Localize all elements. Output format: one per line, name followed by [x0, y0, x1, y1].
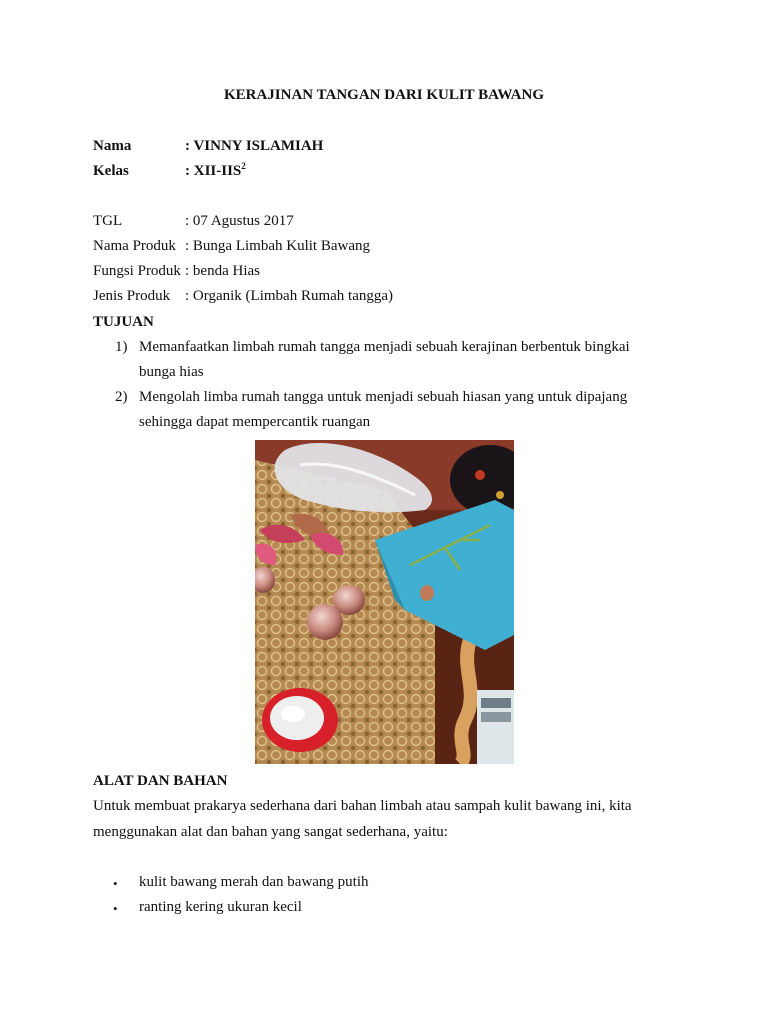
class-value [185, 163, 246, 180]
material-list-item: ranting kering ukuran kecil [139, 899, 302, 915]
name-label: Nama [93, 138, 132, 154]
product-type-label: Jenis Produk [93, 288, 171, 304]
product-type-value: : Organik (Limbah Rumah tangga) [185, 288, 394, 304]
bullet-dot: • [113, 876, 118, 891]
product-name-value: : Bunga Limbah Kulit Bawang [185, 238, 370, 254]
product-function-label: Fungsi Produk [93, 263, 181, 279]
alat-bahan-intro: Untuk membuat prakarya sederhana dari bahan limbah atau sampah kulit bawang ini, kita [93, 798, 632, 814]
alat-bahan-heading: ALAT DAN BAHAN [93, 773, 228, 789]
date-label: TGL [93, 213, 123, 229]
date-value: : 07 Agustus 2017 [185, 213, 294, 229]
name-value: : VINNY ISLAMIAH [185, 138, 324, 154]
tujuan-item-text-cont: bunga hias [139, 364, 204, 380]
bullet-dot: • [113, 901, 118, 916]
product-name-label: Nama Produk [93, 238, 176, 254]
tujuan-item-text-cont: sehingga dapat mempercantik ruangan [139, 414, 371, 430]
class-value-text: : XII-IIS [185, 163, 242, 179]
alat-bahan-intro-cont: menggunakan alat dan bahan yang sangat sederhana, yaitu: [93, 824, 448, 840]
tujuan-heading: TUJUAN [93, 314, 154, 330]
document-title: KERAJINAN TANGAN DARI KULIT BAWANG [223, 87, 545, 103]
product-function-value: : benda Hias [185, 263, 260, 279]
tujuan-item-number: 1) [115, 339, 128, 355]
class-label: Kelas [93, 163, 129, 179]
class-superscript: 2 [241, 161, 246, 171]
tujuan-item-text: Mengolah limba rumah tangga untuk menjadi sebuah hiasan yang untuk dipajang [139, 389, 628, 405]
tujuan-item-text: Memanfaatkan limbah rumah tangga menjadi sebuah kerajinan berbentuk bingkai [139, 339, 630, 355]
material-list-item: kulit bawang merah dan bawang putih [139, 874, 369, 890]
tujuan-item-number: 2) [115, 389, 128, 405]
craft-materials-photo [255, 440, 514, 764]
